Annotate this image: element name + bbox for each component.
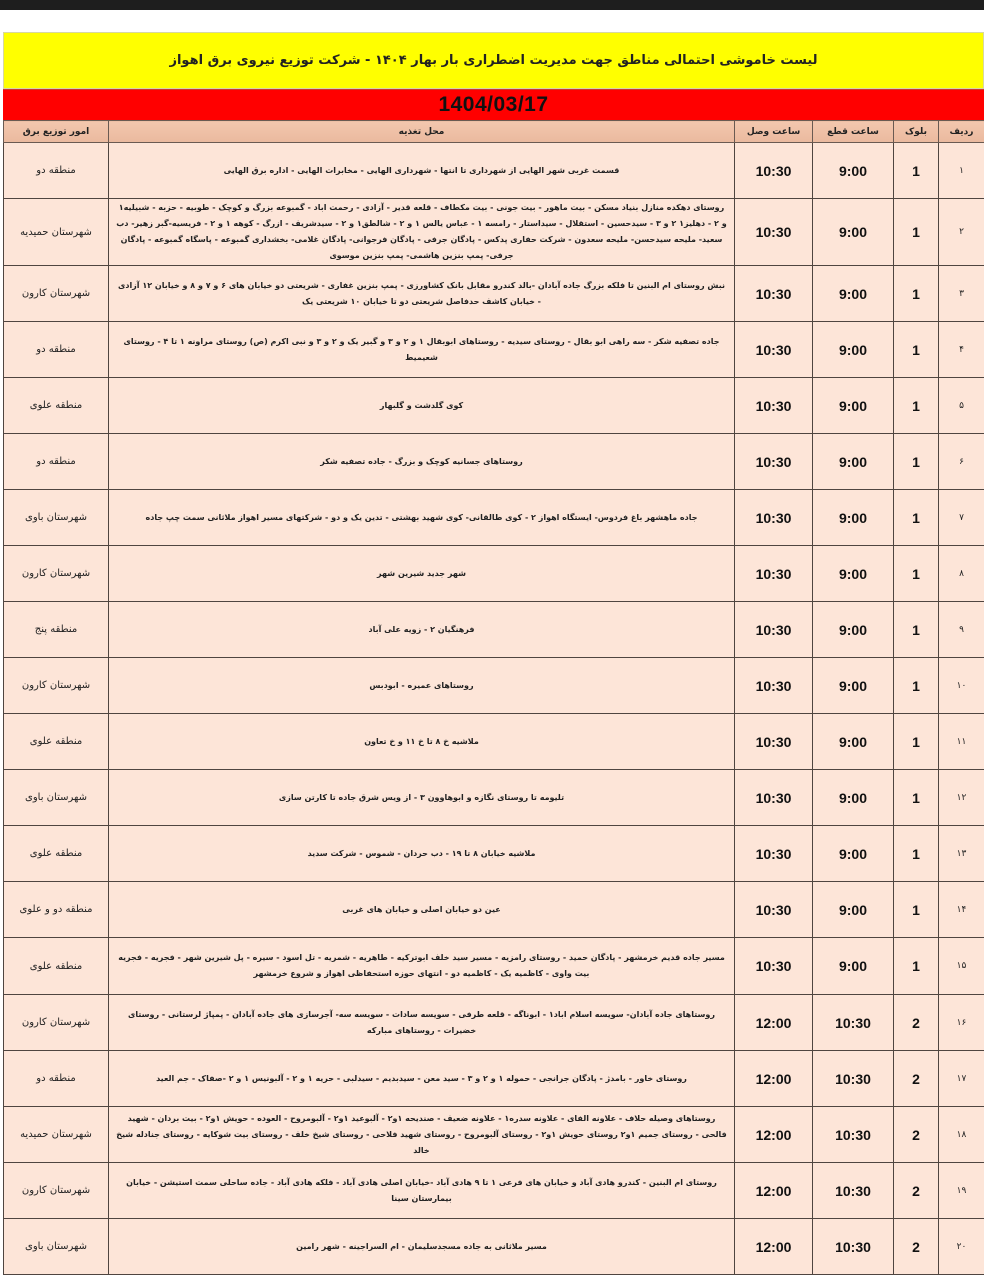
table-row: [4, 1163, 984, 1219]
table-row: [4, 826, 984, 882]
feed-location: تلیومه تا روستای نگازه و ابوهاوون ۳ - از ویس شرق جاده تا کارتن سازی: [109, 770, 735, 826]
distribution-area: شهرستان کارون: [4, 1163, 109, 1219]
block-number: 2: [894, 1051, 939, 1107]
table-header-row: [4, 121, 984, 143]
restore-time: 10:30: [735, 266, 813, 322]
distribution-area: شهرستان کارون: [4, 266, 109, 322]
restore-time: 10:30: [735, 143, 813, 199]
feed-location: روستای دهکده منازل بنیاد مسکن - بیت ماهور - بیت جونی - بیت مکطاف - قلعه قدیر - آزادی - رحمت اباد - گمبوعه بزرگ و کوچک - طوبیه - حزبه - شبیلیه۱ و ۲ - دهلیز۱ ۲ و ۳ - سیدحسین - استقلال - سیداستار - رامسه ۱ - عباس یالس ۱ و ۲ - شالطق۱ و ۲ - سیدشریف - ازرگ - کوهه ۱ و ۲ - فریسیه-گبر زهیر- دب سعید- ملیحه سیدحسن- ملیحه سعدون - شرکت حفاری پدکس - پادگان جرفی - پادگان فرجوانی- پادگان غلامی- بخشداری گمبوعه - پاسگاه گمبوعه - پادگان جرفی- پمپ بنزین هاشمی- پمپ بنزین موسوی: [109, 199, 735, 266]
header-cut-time: ساعت قطع: [813, 121, 894, 143]
cut-time: 9:00: [813, 199, 894, 266]
row-number: ۱: [939, 143, 984, 199]
feed-location: جاده ماهشهر باغ فردوس- ایستگاه اهواز ۲ - کوی طالقانی- کوی شهید بهشتی - تدین یک و دو - شرکتهای مسیر اهواز ملاثانی سمت چپ جاده: [109, 490, 735, 546]
block-number: 1: [894, 938, 939, 995]
distribution-area: شهرستان باوی: [4, 490, 109, 546]
feed-location: مسیر ملاثانی به جاده مسجدسلیمان - ام السراجینه - شهر رامین: [109, 1219, 735, 1275]
block-number: 1: [894, 770, 939, 826]
block-number: 1: [894, 546, 939, 602]
feed-location: روستای خاور - بامدژ - پادگان جرانجی - حموله ۱ و ۲ و ۳ - سید معن - سیدبدیم - سیدلبی - حریه ۱ و ۲ - آلبونیس ۱ و ۲ -صفاک - جم العید: [109, 1051, 735, 1107]
table-row: [4, 143, 984, 199]
cut-time: 10:30: [813, 1163, 894, 1219]
restore-time: 10:30: [735, 378, 813, 434]
outage-schedule-sheet: [3, 32, 984, 1275]
cut-time: 10:30: [813, 1107, 894, 1163]
restore-time: 10:30: [735, 882, 813, 938]
distribution-area: منطقه پنج: [4, 602, 109, 658]
row-number: ۳: [939, 266, 984, 322]
cut-time: 10:30: [813, 1219, 894, 1275]
table-row: [4, 995, 984, 1051]
cut-time: 9:00: [813, 938, 894, 995]
block-number: 2: [894, 1163, 939, 1219]
cut-time: 9:00: [813, 434, 894, 490]
block-number: 1: [894, 602, 939, 658]
restore-time: 10:30: [735, 434, 813, 490]
cut-time: 10:30: [813, 1051, 894, 1107]
block-number: 1: [894, 714, 939, 770]
block-number: 2: [894, 1107, 939, 1163]
restore-time: 12:00: [735, 1219, 813, 1275]
top-status-bar: [0, 0, 984, 10]
header-block: بلوک: [894, 121, 939, 143]
row-number: ۵: [939, 378, 984, 434]
cut-time: 10:30: [813, 995, 894, 1051]
row-number: ۹: [939, 602, 984, 658]
feed-location: عین دو خیابان اصلی و خیابان های غربی: [109, 882, 735, 938]
block-number: 1: [894, 322, 939, 378]
restore-time: 10:30: [735, 602, 813, 658]
table-row: [4, 770, 984, 826]
feed-location: قسمت غربی شهر الهایی از شهرداری تا انتها - شهرداری الهایی - مخابرات الهایی - اداره برق الهایی: [109, 143, 735, 199]
table-row: [4, 434, 984, 490]
table-row: [4, 938, 984, 995]
cut-time: 9:00: [813, 714, 894, 770]
row-number: ۱۷: [939, 1051, 984, 1107]
distribution-area: شهرستان کارون: [4, 546, 109, 602]
outage-table: [3, 120, 984, 1275]
block-number: 2: [894, 995, 939, 1051]
feed-location: روستاهای جاده آبادان- سویسه اسلام اباد۱ - ابوناگه - قلعه طرفی - سویسه سادات - سویسه سه- آجرسازی های جاده آبادان - پمپاژ لرستانی - روستای خضیرات - روستاهای مبارکه: [109, 995, 735, 1051]
table-row: [4, 882, 984, 938]
feed-location: شهر جدید شیرین شهر: [109, 546, 735, 602]
row-number: ۱۵: [939, 938, 984, 995]
feed-location: روستاهای جسانیه کوچک و بزرگ - جاده تصفیه شکر: [109, 434, 735, 490]
distribution-area: شهرستان حمیدیه: [4, 199, 109, 266]
restore-time: 10:30: [735, 938, 813, 995]
restore-time: 12:00: [735, 995, 813, 1051]
header-restore-time: ساعت وصل: [735, 121, 813, 143]
cut-time: 9:00: [813, 882, 894, 938]
table-row: [4, 1219, 984, 1275]
feed-location: مسیر جاده قدیم خرمشهر - پادگان حمید - روستای رامزیه - مسیر سید خلف ابوترکیه - طاهریه - شمریه - تل اسود - سیره - پل شیرین شهر - فجریه - فجریه بیت واوی - کاظمیه یک - کاظمیه دو - انتهای حوزه استحفاظی اهواز و شروع خرمشهر: [109, 938, 735, 995]
block-number: 1: [894, 266, 939, 322]
cut-time: 9:00: [813, 602, 894, 658]
distribution-area: منطقه دو: [4, 434, 109, 490]
restore-time: 10:30: [735, 490, 813, 546]
feed-location: روستای ام البنین - کندرو هادی آباد و خیابان های فرعی ۱ تا ۹ هادی آباد -خیابان اصلی هادی آباد - فلکه هادی آباد - جاده ساحلی سمت استیشن - خیابان بیمارستان سینا: [109, 1163, 735, 1219]
block-number: 1: [894, 378, 939, 434]
row-number: ۱۴: [939, 882, 984, 938]
table-row: [4, 658, 984, 714]
distribution-area: شهرستان کارون: [4, 995, 109, 1051]
table-row: [4, 199, 984, 266]
row-number: ۲: [939, 199, 984, 266]
table-row: [4, 602, 984, 658]
distribution-area: شهرستان حمیدیه: [4, 1107, 109, 1163]
table-row: [4, 266, 984, 322]
cut-time: 9:00: [813, 770, 894, 826]
feed-location: ملاشیه خیابان ۸ تا ۱۹ - دب حردان - شموس - شرکت سدید: [109, 826, 735, 882]
row-number: ۱۰: [939, 658, 984, 714]
cut-time: 9:00: [813, 826, 894, 882]
cut-time: 9:00: [813, 266, 894, 322]
row-number: ۶: [939, 434, 984, 490]
block-number: 1: [894, 826, 939, 882]
row-number: ۱۱: [939, 714, 984, 770]
feed-location: کوی گلدشت و گلبهار: [109, 378, 735, 434]
block-number: 1: [894, 490, 939, 546]
distribution-area: منطقه دو و علوی: [4, 882, 109, 938]
cut-time: 9:00: [813, 490, 894, 546]
restore-time: 10:30: [735, 826, 813, 882]
row-number: ۱۶: [939, 995, 984, 1051]
table-row: [4, 1051, 984, 1107]
cut-time: 9:00: [813, 658, 894, 714]
restore-time: 12:00: [735, 1107, 813, 1163]
row-number: ۲۰: [939, 1219, 984, 1275]
date-banner: [3, 89, 984, 120]
feed-location: روستاهای عمیره - ابودبس: [109, 658, 735, 714]
cut-time: 9:00: [813, 322, 894, 378]
feed-location: فرهنگیان ۲ - زویه علی آباد: [109, 602, 735, 658]
distribution-area: منطقه علوی: [4, 826, 109, 882]
table-row: [4, 378, 984, 434]
distribution-area: منطقه دو: [4, 322, 109, 378]
restore-time: 12:00: [735, 1051, 813, 1107]
row-number: ۱۸: [939, 1107, 984, 1163]
restore-time: 12:00: [735, 1163, 813, 1219]
restore-time: 10:30: [735, 546, 813, 602]
feed-location: روستاهای وصیله حلاف - علاونه الفای - علاونه سدره۱ - علاونه ضعیف - صندیحه ۱و۲ - آلبوعید ۱و۲ - آلبومروح - العوده - حویش ۱و۲ - بیت بردان - شهید فالحی - روستای جمیم ۱و۲ روستای حویش ۱و۲ - روستای آلبومروح - روستای شهید فلاحی - روستای شیخ خلف - روستای بیت شوکایه - روستای جنادله شیخ خالد: [109, 1107, 735, 1163]
feed-location: جاده تصفیه شکر - سه راهی ابو بقال - روستای سیدیه - روستاهای ابوبقال ۱ و ۲ و ۳ و گبیر یک و ۲ و ۳ و نبی اکرم (ص) روستای مراونه ۱ تا ۴ - روستای شعیمیط: [109, 322, 735, 378]
block-number: 1: [894, 882, 939, 938]
restore-time: 10:30: [735, 658, 813, 714]
row-number: ۱۳: [939, 826, 984, 882]
block-number: 1: [894, 434, 939, 490]
table-row: [4, 1107, 984, 1163]
block-number: 1: [894, 199, 939, 266]
distribution-area: شهرستان باوی: [4, 770, 109, 826]
restore-time: 10:30: [735, 714, 813, 770]
document-date: 1404/03/17: [438, 93, 549, 116]
table-row: [4, 714, 984, 770]
restore-time: 10:30: [735, 199, 813, 266]
restore-time: 10:30: [735, 322, 813, 378]
distribution-area: منطقه دو: [4, 143, 109, 199]
feed-location: ملاشیه خ ۸ تا خ ۱۱ و خ تعاون: [109, 714, 735, 770]
cut-time: 9:00: [813, 143, 894, 199]
header-feed-location: محل تغذیه: [109, 121, 735, 143]
distribution-area: منطقه علوی: [4, 378, 109, 434]
row-number: ۷: [939, 490, 984, 546]
feed-location: نبش روستای ام البنین تا فلکه بزرگ جاده آبادان -بالد کندرو مقابل بانک کشاورزی - پمپ بنزین غفاری - شریعتی دو خیابان های ۶ و ۷ و ۸ و خیابان ۱۲ آزادی - خیابان کاشف حدفاصل شریعتی دو تا خیابان ۱۰ شریعتی یک: [109, 266, 735, 322]
header-row-no: ردیف: [939, 121, 984, 143]
document-title: لیست خاموشی احتمالی مناطق جهت مدیریت اضطراری بار بهار ۱۴۰۴ - شرکت توزیع نیروی برق اهواز: [169, 53, 818, 68]
distribution-area: منطقه علوی: [4, 714, 109, 770]
row-number: ۴: [939, 322, 984, 378]
table-row: [4, 490, 984, 546]
table-row: [4, 546, 984, 602]
row-number: ۸: [939, 546, 984, 602]
row-number: ۱۲: [939, 770, 984, 826]
row-number: ۱۹: [939, 1163, 984, 1219]
block-number: 2: [894, 1219, 939, 1275]
distribution-area: منطقه دو: [4, 1051, 109, 1107]
header-distribution-area: امور توزیع برق: [4, 121, 109, 143]
distribution-area: شهرستان کارون: [4, 658, 109, 714]
block-number: 1: [894, 143, 939, 199]
distribution-area: شهرستان باوی: [4, 1219, 109, 1275]
cut-time: 9:00: [813, 378, 894, 434]
distribution-area: منطقه علوی: [4, 938, 109, 995]
table-row: [4, 322, 984, 378]
block-number: 1: [894, 658, 939, 714]
restore-time: 10:30: [735, 770, 813, 826]
cut-time: 9:00: [813, 546, 894, 602]
title-banner: [3, 32, 984, 89]
